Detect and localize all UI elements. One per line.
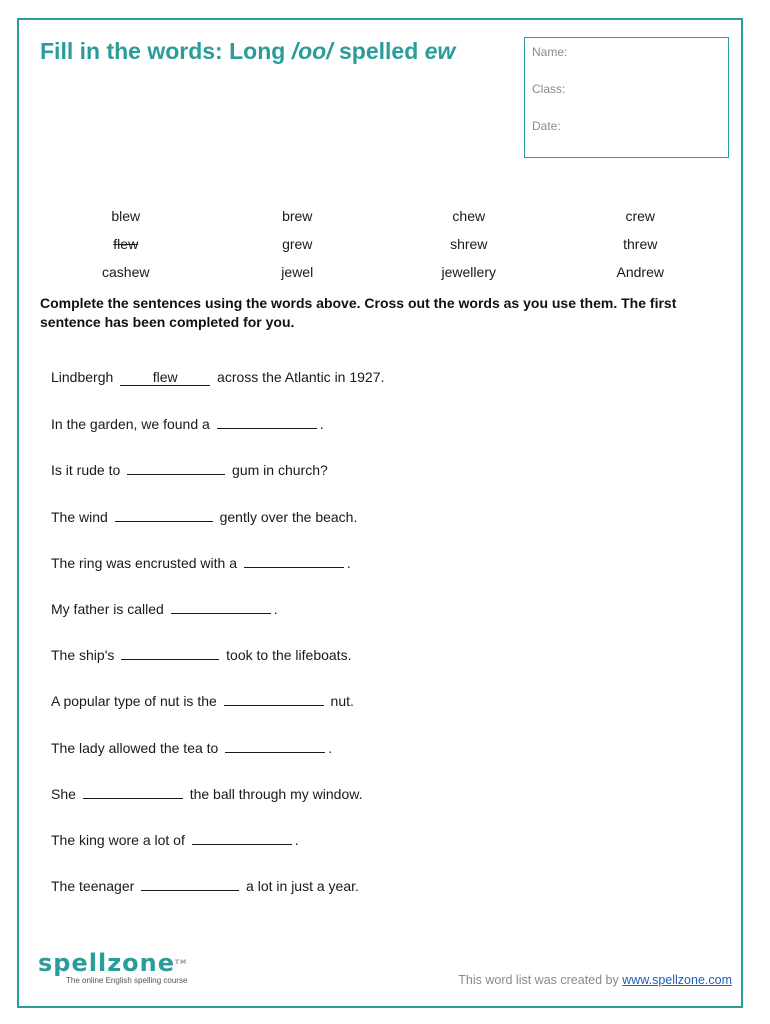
word-bank-word: Andrew — [616, 264, 664, 280]
student-info-box — [524, 37, 729, 158]
sentence-text-after: gently over the beach. — [215, 508, 358, 525]
word-bank-row — [40, 262, 726, 290]
logo-name: spellzone — [38, 949, 176, 977]
title-spelling: ew — [424, 38, 456, 64]
filled-answer[interactable]: flew — [120, 369, 210, 386]
instructions: Complete the sentences using the words above. Cross out the words as you use them. The first sentence has been completed for you. — [40, 295, 677, 330]
word-bank-row — [40, 206, 726, 234]
sentence-text-after: . — [346, 554, 351, 571]
answer-blank[interactable] — [115, 507, 213, 522]
sentence-text-after: gum in church? — [228, 462, 328, 479]
footer-credit — [458, 973, 732, 987]
answer-blank[interactable] — [83, 784, 183, 799]
word-bank-word: chew — [452, 208, 486, 224]
word-bank-word: jewel — [281, 264, 314, 280]
title-text: Fill in the words: Long — [40, 38, 292, 64]
sentence-text-before: Lindbergh — [51, 369, 118, 385]
answer-blank[interactable] — [141, 876, 239, 891]
sentence-text-before: The king wore a lot of — [51, 832, 189, 848]
sentence — [51, 599, 278, 618]
page-title — [40, 38, 455, 65]
word-bank-word: blew — [111, 208, 141, 224]
answer-blank[interactable] — [171, 599, 271, 614]
answer-blank[interactable] — [192, 830, 292, 845]
sentence-text-after: the ball through my window. — [185, 785, 363, 802]
word-bank-word: cashew — [102, 264, 150, 280]
sentence-text-before: My father is called — [51, 601, 168, 617]
answer-blank[interactable] — [244, 553, 344, 568]
answer-blank[interactable] — [121, 645, 219, 660]
sentence-text-before: The lady allowed the tea to — [51, 739, 223, 756]
word-bank-word: brew — [282, 208, 313, 224]
sentence — [51, 414, 324, 433]
spellzone-link[interactable]: www.spellzone.com — [622, 973, 732, 987]
sentence — [51, 645, 351, 664]
word-bank-word: crew — [625, 208, 656, 224]
sentence-text-after: nut. — [326, 693, 354, 710]
sentence — [51, 738, 332, 757]
word-bank-word: grew — [282, 236, 313, 252]
date-field-label[interactable]: Date: — [532, 119, 561, 133]
sentence — [51, 830, 299, 849]
word-bank-word: shrew — [450, 236, 488, 252]
sentence-text-before: The ring was encrusted with a — [51, 554, 241, 571]
spellzone-logo — [38, 950, 187, 985]
sentence-text-before: She — [51, 785, 80, 802]
sentence — [51, 784, 362, 803]
title-text-2: spelled — [332, 38, 425, 64]
word-bank-word: jewellery — [441, 264, 496, 280]
sentence — [51, 553, 351, 572]
sentence-text-after: . — [328, 739, 333, 756]
sentence-text-after: took to the lifeboats. — [222, 647, 352, 664]
sentence-text-before: Is it rude to — [51, 462, 125, 479]
sentence-text-after: . — [319, 416, 324, 433]
name-field-label[interactable]: Name: — [532, 45, 568, 59]
sentence-text-before: A popular type of nut is the — [51, 693, 221, 710]
sentence-text-before: In the garden, we found a — [51, 416, 214, 433]
sentence-text-after: . — [294, 832, 299, 848]
answer-blank[interactable] — [224, 691, 324, 706]
word-bank-row — [40, 234, 726, 262]
word-bank — [40, 206, 726, 290]
sentence — [51, 460, 328, 479]
logo-tm: TM — [175, 959, 188, 966]
word-bank-word: threw — [623, 236, 658, 252]
sentence — [51, 876, 359, 895]
sentence-text-before: The ship's — [51, 647, 119, 664]
sentence — [51, 507, 357, 526]
sentence — [51, 691, 354, 710]
footer-text: This word list was created by — [458, 973, 623, 987]
word-bank-word: flew — [113, 236, 139, 252]
answer-blank[interactable] — [217, 414, 317, 429]
sentence-text-before: The wind — [51, 508, 112, 525]
sentence-text-before: The teenager — [51, 878, 139, 895]
sentence-text-after: a lot in just a year. — [242, 878, 359, 895]
answer-blank[interactable] — [127, 460, 225, 475]
class-field-label[interactable]: Class: — [532, 82, 566, 96]
logo-tagline: The online English spelling course — [66, 976, 188, 985]
sentence — [51, 368, 384, 386]
title-phoneme: /oo/ — [291, 38, 333, 64]
answer-blank[interactable] — [225, 738, 325, 753]
sentence-text-after: . — [273, 601, 278, 617]
sentence-text-after: across the Atlantic in 1927. — [213, 369, 385, 385]
